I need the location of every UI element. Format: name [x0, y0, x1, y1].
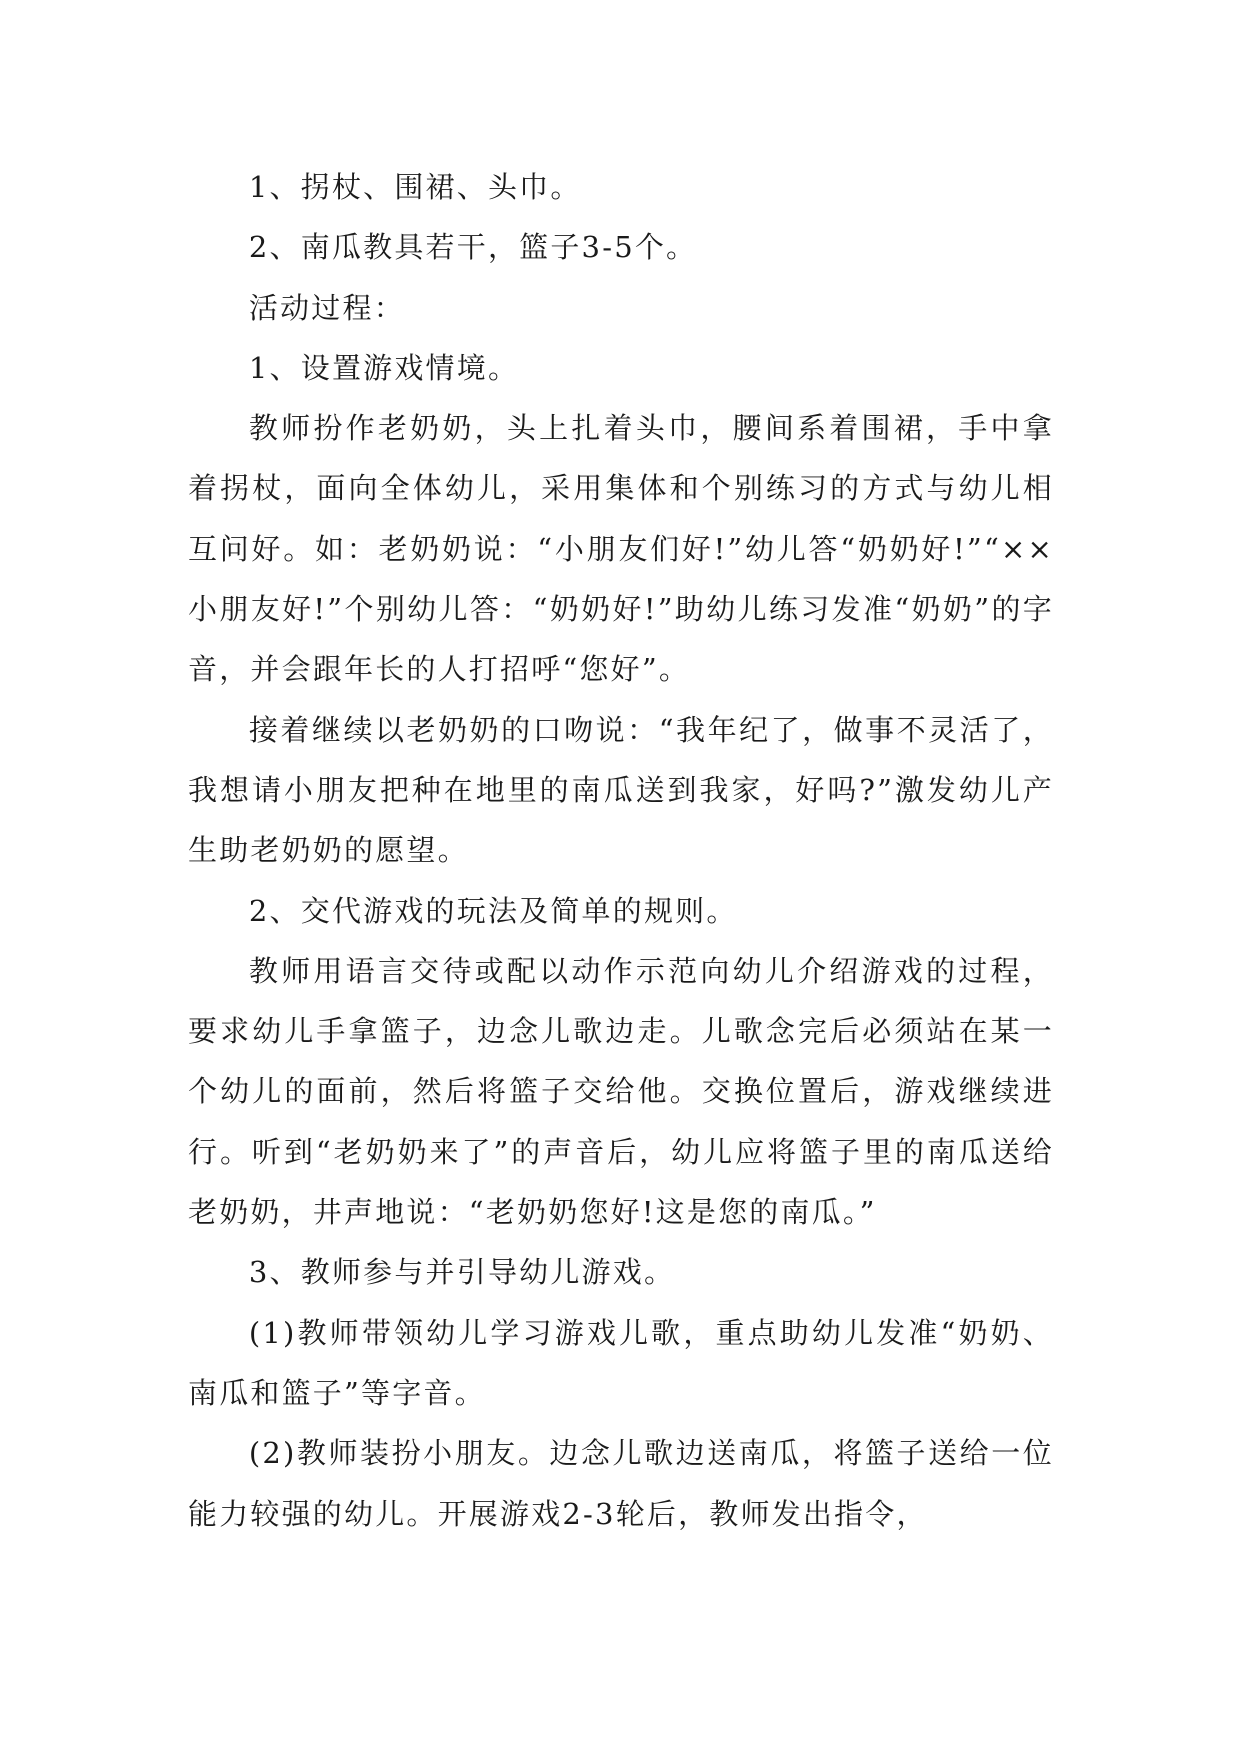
section-heading-activity-process: 活动过程：: [248, 290, 405, 325]
paragraph-materials-1: 1、拐杖、围裙、头巾。: [248, 170, 582, 204]
step-heading-1: 1、设置游戏情境。: [248, 350, 520, 385]
paragraph-step-3-item-1: (1)教师带领幼儿学习游戏儿歌，重点助幼儿发准“奶奶、南瓜和篮子”等字音。: [188, 1315, 1054, 1410]
paragraph-materials-2: 2、南瓜教具若干，篮子3-5个。: [248, 230, 698, 265]
paragraph-step-1-greeting: 教师扮作老奶奶，头上扎着头巾，腰间系着围裙，手中拿着拐杖，面向全体幼儿，采用集体和个别练习的方式与幼儿相互问好。如：老奶奶说：“小朋友们好!”幼儿答“奶奶好!”“××小朋友好!”个别幼儿答：“奶奶好!”助幼儿练习发准“奶奶”的字音，并会跟年长的人打招呼“您好”。: [188, 411, 1054, 687]
step-heading-3: 3、教师参与并引导幼儿游戏。: [248, 1255, 676, 1290]
paragraph-step-2-rules: 教师用语言交待或配以动作示范向幼儿介绍游戏的过程，要求幼儿手拿篮子，边念儿歌边走。儿歌念完后必须站在某一个幼儿的面前，然后将篮子交给他。交换位置后，游戏继续进行。听到“老奶奶来了”的声音后，幼儿应将篮子里的南瓜送给老奶奶，井声地说：“老奶奶您好!这是您的南瓜。”: [188, 953, 1054, 1230]
paragraph-step-1-motivation: 接着继续以老奶奶的口吻说：“我年纪了，做事不灵活了，我想请小朋友把种在地里的南瓜送到我家，好吗?”激发幼儿产生助老奶奶的愿望。: [188, 712, 1054, 868]
paragraph-step-3-item-2: (2)教师装扮小朋友。边念儿歌边送南瓜，将篮子送给一位能力较强的幼儿。开展游戏2-3轮后，教师发出指令，: [188, 1436, 1054, 1531]
document-body: [188, 157, 1054, 1544]
step-heading-2: 2、交代游戏的玩法及简单的规则。: [248, 893, 738, 928]
